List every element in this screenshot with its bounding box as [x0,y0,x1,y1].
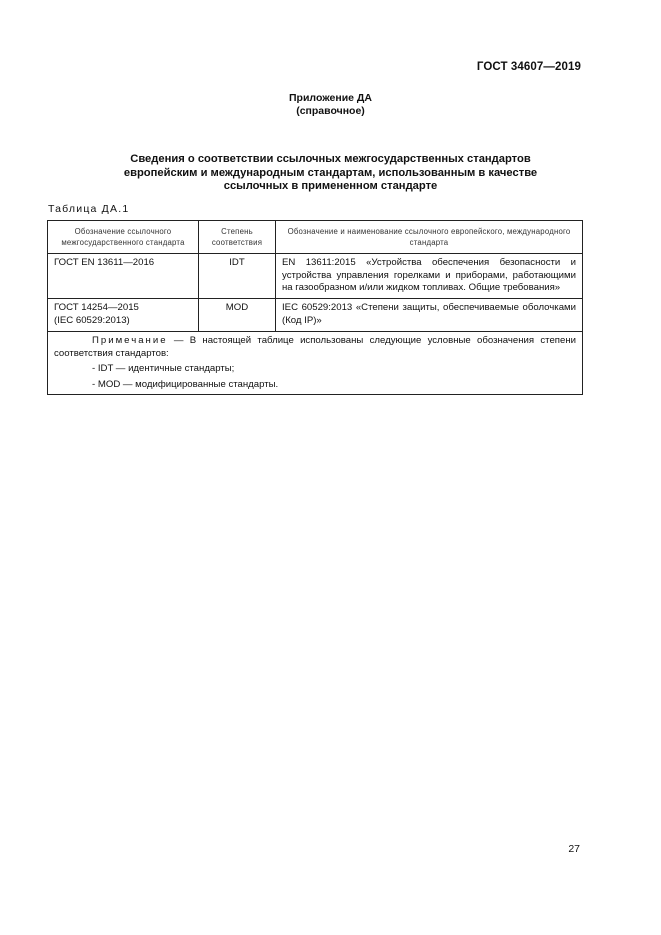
note-body: — В настоящей таблице использованы следующие условные обозначения степени соответствия стандартов: [54,335,576,359]
table-label: Таблица ДА.1 [48,203,130,215]
note-cell [48,332,583,395]
cell-degree: IDT [199,254,276,299]
cell-reference: IEC 60529:2013 «Степени защиты, обеспечиваемые оболочками (Код IP)» [276,299,583,332]
note-text [54,335,576,360]
note-item-idt: - IDT — идентичные стандарты; [92,363,235,374]
note-lead: Примечание [92,335,168,346]
heading-line-3: ссылочных в примененном стандарте [223,180,438,192]
table-row [48,299,583,332]
correspondence-table [47,220,583,395]
cell-standard: ГОСТ EN 13611—2016 [48,254,199,299]
heading-line-2: европейским и международным стандартам, использованным в качестве [123,166,538,179]
cell-standard-line-2: (IEC 60529:2013) [54,314,130,326]
cell-reference: EN 13611:2015 «Устройства обеспечения безопасности и устройства управления горелками и приборами, работающими на газообразном и/или жидком топливах. Общие требования» [276,254,583,299]
cell-standard [48,299,199,332]
cell-standard-line-1: ГОСТ 14254—2015 [54,302,139,313]
column-header-reference: Обозначение и наименование ссылочного европейского, международного стандарта [276,221,583,254]
note-item-mod: - MOD — модифицированные стандарты. [92,378,279,390]
column-header-degree: Степень соответствия [199,221,276,254]
section-heading [90,153,571,194]
cell-degree: MOD [199,299,276,332]
page-number: 27 [568,843,580,855]
column-header-standard: Обозначение ссылочного межгосударственного стандарта [48,221,199,254]
annex-title-block [0,92,661,118]
table-note-row [48,332,583,395]
document-number: ГОСТ 34607—2019 [476,61,581,73]
annex-title: Приложение ДА [289,92,372,104]
table-header-row [48,221,583,254]
table-row [48,254,583,299]
heading-line-1: Сведения о соответствии ссылочных межгосударственных стандартов [130,153,531,165]
annex-subtitle: (справочное) [296,105,365,117]
